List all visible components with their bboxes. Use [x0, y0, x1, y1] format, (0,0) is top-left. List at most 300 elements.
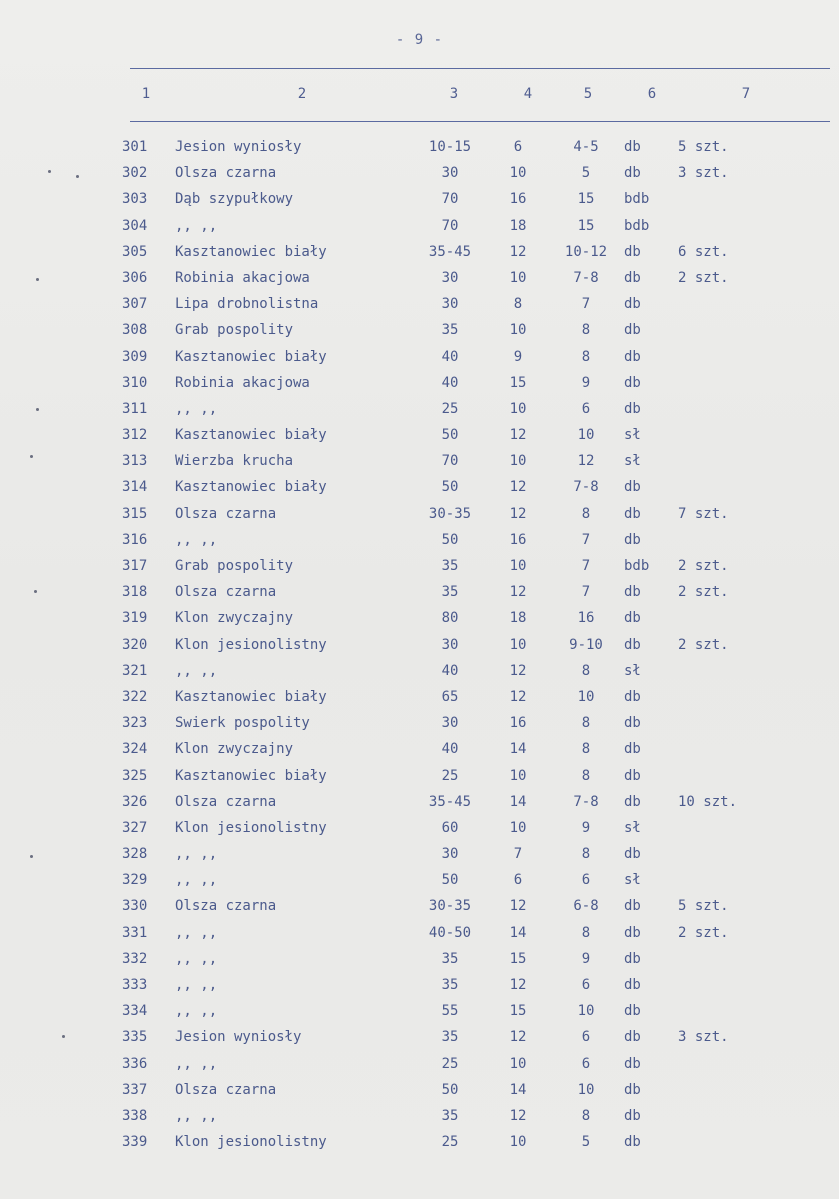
cell-condition: sł	[624, 453, 641, 470]
cell-height: 12	[509, 427, 527, 444]
cell-crown: 10	[577, 1003, 595, 1020]
cell-crown: 7	[581, 558, 591, 574]
cell-condition: db	[624, 793, 641, 810]
cell-height: 6	[513, 872, 523, 889]
cell-count: 5 szt.	[678, 139, 729, 155]
cell-condition: db	[624, 243, 641, 260]
cell-species: Grab pospolity	[175, 322, 294, 339]
cell-circumference: 35-45	[428, 793, 472, 810]
cell-circumference: 65	[441, 688, 459, 705]
cell-circumference: 40	[441, 741, 459, 758]
table-row	[0, 160, 839, 186]
cell-height: 10	[509, 1134, 527, 1151]
cell-number: 333	[122, 977, 148, 993]
cell-condition: bdb	[624, 217, 650, 234]
cell-species: Olsza czarna	[175, 793, 277, 810]
cell-number: 332	[122, 950, 148, 967]
cell-condition: sł	[624, 427, 641, 444]
cell-circumference: 35	[441, 950, 459, 967]
cell-number: 311	[122, 400, 148, 417]
cell-condition: db	[624, 322, 641, 339]
cell-circumference: 35	[441, 1029, 459, 1046]
table-row	[0, 1051, 839, 1077]
cell-species: Kasztanowiec biały	[175, 767, 327, 784]
cell-circumference: 35	[441, 322, 459, 339]
cell-condition: db	[624, 1003, 641, 1020]
cell-crown: 7-8	[573, 793, 599, 810]
cell-count: 2 szt.	[678, 269, 729, 286]
cell-condition: db	[624, 584, 641, 601]
cell-number: 304	[122, 217, 148, 234]
cell-height: 15	[509, 374, 527, 391]
cell-height: 10	[509, 636, 527, 653]
table-row	[0, 291, 839, 317]
cell-circumference: 30	[441, 636, 459, 653]
cell-crown: 10	[577, 427, 595, 444]
cell-species: Kasztanowiec biały	[175, 688, 327, 705]
column-header-5: 5	[583, 86, 593, 102]
table-row	[0, 1129, 839, 1155]
cell-species: Grab pospolity	[175, 558, 294, 574]
cell-crown: 4-5	[573, 139, 599, 155]
cell-species: Olsza czarna	[175, 584, 277, 601]
cell-crown: 6	[581, 872, 591, 889]
cell-circumference: 55	[441, 1003, 459, 1020]
paper-speck	[76, 175, 79, 178]
cell-circumference: 10-15	[428, 139, 472, 155]
cell-circumference: 40-50	[428, 924, 472, 941]
table-row	[0, 867, 839, 893]
table-row	[0, 658, 839, 684]
cell-crown: 10	[577, 688, 595, 705]
cell-number: 310	[122, 374, 148, 391]
table-row	[0, 893, 839, 919]
cell-condition: db	[624, 715, 641, 732]
cell-condition: sł	[624, 662, 641, 679]
cell-height: 10	[509, 453, 527, 470]
cell-height: 10	[509, 269, 527, 286]
cell-height: 10	[509, 1055, 527, 1072]
cell-height: 10	[509, 819, 527, 836]
cell-species: Kasztanowiec biały	[175, 479, 327, 496]
cell-number: 324	[122, 741, 148, 758]
cell-species: ,, ,,	[175, 872, 218, 889]
table-row	[0, 553, 839, 579]
cell-species: Kasztanowiec biały	[175, 427, 327, 444]
cell-species: Klon jesionolistny	[175, 819, 327, 836]
cell-condition: sł	[624, 872, 641, 889]
table-row	[0, 134, 839, 160]
cell-height: 12	[509, 1029, 527, 1046]
cell-crown: 15	[577, 217, 595, 234]
table-row	[0, 579, 839, 605]
cell-crown: 8	[581, 662, 591, 679]
paper-speck	[30, 855, 33, 858]
cell-height: 18	[509, 217, 527, 234]
cell-condition: db	[624, 505, 641, 522]
cell-count: 2 szt.	[678, 584, 729, 601]
cell-circumference: 70	[441, 191, 459, 208]
cell-height: 12	[509, 505, 527, 522]
cell-circumference: 25	[441, 1055, 459, 1072]
table-row	[0, 213, 839, 239]
cell-circumference: 35-45	[428, 243, 472, 260]
cell-condition: db	[624, 741, 641, 758]
cell-species: Wierzba krucha	[175, 453, 294, 470]
cell-species: ,, ,,	[175, 846, 218, 863]
cell-condition: db	[624, 688, 641, 705]
cell-height: 12	[509, 584, 527, 601]
cell-species: ,, ,,	[175, 400, 218, 417]
cell-crown: 6	[581, 1055, 591, 1072]
column-header-2: 2	[297, 86, 307, 102]
cell-species: Klon jesionolistny	[175, 636, 327, 653]
cell-height: 14	[509, 741, 527, 758]
cell-condition: db	[624, 1081, 641, 1098]
cell-crown: 8	[581, 348, 591, 365]
cell-species: Kasztanowiec biały	[175, 243, 327, 260]
table-row	[0, 370, 839, 396]
cell-number: 315	[122, 505, 148, 522]
cell-circumference: 30	[441, 846, 459, 863]
header-rule-top	[130, 68, 830, 69]
cell-count: 5 szt.	[678, 898, 729, 915]
cell-number: 337	[122, 1081, 148, 1098]
cell-species: Robinia akacjowa	[175, 374, 310, 391]
table-row	[0, 501, 839, 527]
cell-count: 3 szt.	[678, 165, 729, 182]
table-row	[0, 605, 839, 631]
cell-circumference: 30	[441, 269, 459, 286]
cell-circumference: 40	[441, 374, 459, 391]
cell-circumference: 35	[441, 977, 459, 993]
cell-condition: db	[624, 977, 641, 993]
cell-height: 15	[509, 1003, 527, 1020]
cell-condition: bdb	[624, 558, 650, 574]
cell-height: 12	[509, 977, 527, 993]
cell-condition: db	[624, 1055, 641, 1072]
cell-number: 339	[122, 1134, 148, 1151]
cell-circumference: 60	[441, 819, 459, 836]
cell-circumference: 30	[441, 296, 459, 313]
cell-number: 316	[122, 531, 148, 548]
cell-number: 318	[122, 584, 148, 601]
cell-number: 314	[122, 479, 148, 496]
table-row	[0, 1077, 839, 1103]
cell-species: ,, ,,	[175, 1003, 218, 1020]
cell-height: 16	[509, 531, 527, 548]
cell-condition: db	[624, 636, 641, 653]
table-row	[0, 815, 839, 841]
cell-crown: 7	[581, 584, 591, 601]
cell-crown: 8	[581, 505, 591, 522]
cell-circumference: 30-35	[428, 898, 472, 915]
table-row	[0, 344, 839, 370]
column-header-4: 4	[523, 86, 533, 102]
cell-number: 334	[122, 1003, 148, 1020]
cell-condition: db	[624, 531, 641, 548]
table-row	[0, 946, 839, 972]
cell-species: Dąb szypułkowy	[175, 191, 294, 208]
cell-crown: 10-12	[564, 243, 608, 260]
cell-crown: 6	[581, 1029, 591, 1046]
cell-circumference: 30	[441, 715, 459, 732]
paper-speck	[48, 170, 51, 173]
cell-number: 313	[122, 453, 148, 470]
cell-height: 9	[513, 348, 523, 365]
paper-speck	[34, 590, 37, 593]
column-header-3: 3	[449, 86, 459, 102]
cell-height: 15	[509, 950, 527, 967]
cell-height: 12	[509, 688, 527, 705]
table-row	[0, 684, 839, 710]
cell-condition: db	[624, 610, 641, 627]
cell-count: 2 szt.	[678, 636, 729, 653]
cell-height: 16	[509, 191, 527, 208]
cell-species: Klon zwyczajny	[175, 610, 294, 627]
cell-species: ,, ,,	[175, 662, 218, 679]
cell-condition: db	[624, 846, 641, 863]
cell-number: 338	[122, 1107, 148, 1124]
cell-crown: 5	[581, 1134, 591, 1151]
cell-species: Klon zwyczajny	[175, 741, 294, 758]
cell-number: 317	[122, 558, 148, 574]
cell-crown: 8	[581, 322, 591, 339]
cell-species: Lipa drobnolistna	[175, 296, 319, 313]
cell-condition: db	[624, 479, 641, 496]
cell-circumference: 70	[441, 217, 459, 234]
cell-count: 6 szt.	[678, 243, 729, 260]
cell-number: 329	[122, 872, 148, 889]
cell-crown: 7	[581, 531, 591, 548]
cell-condition: db	[624, 374, 641, 391]
cell-circumference: 70	[441, 453, 459, 470]
table-row	[0, 841, 839, 867]
cell-number: 306	[122, 269, 148, 286]
cell-height: 10	[509, 767, 527, 784]
table-row	[0, 396, 839, 422]
cell-number: 301	[122, 139, 148, 155]
cell-number: 323	[122, 715, 148, 732]
cell-species: Olsza czarna	[175, 165, 277, 182]
cell-crown: 8	[581, 924, 591, 941]
cell-condition: db	[624, 348, 641, 365]
cell-circumference: 80	[441, 610, 459, 627]
table-row	[0, 422, 839, 448]
cell-species: Kasztanowiec biały	[175, 348, 327, 365]
cell-condition: db	[624, 898, 641, 915]
column-header-1: 1	[141, 86, 151, 102]
cell-species: Jesion wyniosły	[175, 1029, 302, 1046]
cell-species: ,, ,,	[175, 217, 218, 234]
cell-height: 12	[509, 479, 527, 496]
cell-number: 327	[122, 819, 148, 836]
cell-species: Olsza czarna	[175, 505, 277, 522]
cell-count: 10 szt.	[678, 793, 738, 810]
cell-species: Olsza czarna	[175, 898, 277, 915]
cell-condition: db	[624, 924, 641, 941]
cell-circumference: 30-35	[428, 505, 472, 522]
table-row	[0, 920, 839, 946]
cell-crown: 6	[581, 977, 591, 993]
cell-crown: 6-8	[573, 898, 599, 915]
cell-number: 308	[122, 322, 148, 339]
table-row	[0, 789, 839, 815]
cell-species: ,, ,,	[175, 950, 218, 967]
cell-number: 319	[122, 610, 148, 627]
cell-number: 325	[122, 767, 148, 784]
table-row	[0, 448, 839, 474]
cell-condition: db	[624, 767, 641, 784]
cell-number: 305	[122, 243, 148, 260]
cell-condition: db	[624, 296, 641, 313]
cell-count: 7 szt.	[678, 505, 729, 522]
cell-condition: db	[624, 269, 641, 286]
cell-circumference: 50	[441, 531, 459, 548]
cell-circumference: 50	[441, 872, 459, 889]
cell-height: 10	[509, 165, 527, 182]
cell-crown: 9-10	[569, 636, 603, 653]
cell-height: 10	[509, 322, 527, 339]
cell-species: ,, ,,	[175, 531, 218, 548]
cell-number: 309	[122, 348, 148, 365]
cell-condition: db	[624, 139, 641, 155]
cell-height: 10	[509, 558, 527, 574]
table-row	[0, 1024, 839, 1050]
cell-crown: 9	[581, 819, 591, 836]
cell-circumference: 40	[441, 348, 459, 365]
cell-crown: 8	[581, 767, 591, 784]
paper-speck	[36, 408, 39, 411]
cell-height: 12	[509, 1107, 527, 1124]
table-row	[0, 710, 839, 736]
table-row	[0, 736, 839, 762]
cell-condition: bdb	[624, 191, 650, 208]
cell-species: ,, ,,	[175, 1055, 218, 1072]
cell-crown: 9	[581, 950, 591, 967]
cell-species: ,, ,,	[175, 1107, 218, 1124]
cell-number: 328	[122, 846, 148, 863]
cell-height: 8	[513, 296, 523, 313]
cell-circumference: 25	[441, 767, 459, 784]
table-row	[0, 265, 839, 291]
cell-crown: 8	[581, 846, 591, 863]
table-row	[0, 317, 839, 343]
cell-crown: 5	[581, 165, 591, 182]
column-header-6: 6	[647, 86, 657, 102]
cell-number: 331	[122, 924, 148, 941]
cell-circumference: 35	[441, 558, 459, 574]
cell-height: 10	[509, 400, 527, 417]
cell-height: 12	[509, 898, 527, 915]
cell-number: 312	[122, 427, 148, 444]
cell-height: 14	[509, 1081, 527, 1098]
cell-condition: db	[624, 1134, 641, 1151]
cell-count: 2 szt.	[678, 558, 729, 574]
cell-crown: 8	[581, 1107, 591, 1124]
cell-species: ,, ,,	[175, 924, 218, 941]
table-row	[0, 763, 839, 789]
cell-number: 326	[122, 793, 148, 810]
cell-circumference: 35	[441, 1107, 459, 1124]
table-row	[0, 527, 839, 553]
cell-species: Olsza czarna	[175, 1081, 277, 1098]
table-row	[0, 474, 839, 500]
cell-circumference: 25	[441, 400, 459, 417]
cell-circumference: 40	[441, 662, 459, 679]
cell-height: 16	[509, 715, 527, 732]
cell-species: Klon jesionolistny	[175, 1134, 327, 1151]
cell-number: 303	[122, 191, 148, 208]
cell-circumference: 50	[441, 1081, 459, 1098]
cell-number: 320	[122, 636, 148, 653]
cell-circumference: 50	[441, 427, 459, 444]
cell-condition: db	[624, 400, 641, 417]
cell-crown: 6	[581, 400, 591, 417]
cell-number: 321	[122, 662, 148, 679]
cell-circumference: 50	[441, 479, 459, 496]
cell-circumference: 35	[441, 584, 459, 601]
cell-species: ,, ,,	[175, 977, 218, 993]
cell-height: 14	[509, 793, 527, 810]
cell-count: 2 szt.	[678, 924, 729, 941]
cell-height: 14	[509, 924, 527, 941]
tree-inventory-table	[0, 134, 839, 1155]
cell-crown: 8	[581, 715, 591, 732]
table-row	[0, 632, 839, 658]
cell-number: 330	[122, 898, 148, 915]
paper-speck	[62, 1035, 65, 1038]
cell-crown: 9	[581, 374, 591, 391]
cell-species: Swierk pospolity	[175, 715, 310, 732]
cell-crown: 16	[577, 610, 595, 627]
paper-speck	[30, 455, 33, 458]
header-rule-bottom	[130, 121, 830, 122]
cell-count: 3 szt.	[678, 1029, 729, 1046]
column-header-7: 7	[741, 86, 751, 102]
cell-circumference: 30	[441, 165, 459, 182]
cell-number: 336	[122, 1055, 148, 1072]
cell-condition: db	[624, 1107, 641, 1124]
cell-number: 335	[122, 1029, 148, 1046]
paper-speck	[36, 278, 39, 281]
cell-height: 18	[509, 610, 527, 627]
page-number: - 9 -	[395, 32, 444, 48]
cell-crown: 15	[577, 191, 595, 208]
cell-crown: 10	[577, 1081, 595, 1098]
table-row	[0, 1103, 839, 1129]
cell-species: Jesion wyniosły	[175, 139, 302, 155]
table-row	[0, 186, 839, 212]
cell-crown: 8	[581, 741, 591, 758]
cell-crown: 12	[577, 453, 595, 470]
cell-height: 12	[509, 662, 527, 679]
cell-number: 322	[122, 688, 148, 705]
cell-condition: db	[624, 1029, 641, 1046]
cell-species: Robinia akacjowa	[175, 269, 310, 286]
table-row	[0, 972, 839, 998]
cell-number: 307	[122, 296, 148, 313]
cell-height: 7	[513, 846, 523, 863]
cell-condition: sł	[624, 819, 641, 836]
cell-crown: 7-8	[573, 479, 599, 496]
table-row	[0, 998, 839, 1024]
cell-condition: db	[624, 950, 641, 967]
cell-circumference: 25	[441, 1134, 459, 1151]
cell-height: 6	[513, 139, 523, 155]
cell-crown: 7-8	[573, 269, 599, 286]
table-row	[0, 239, 839, 265]
